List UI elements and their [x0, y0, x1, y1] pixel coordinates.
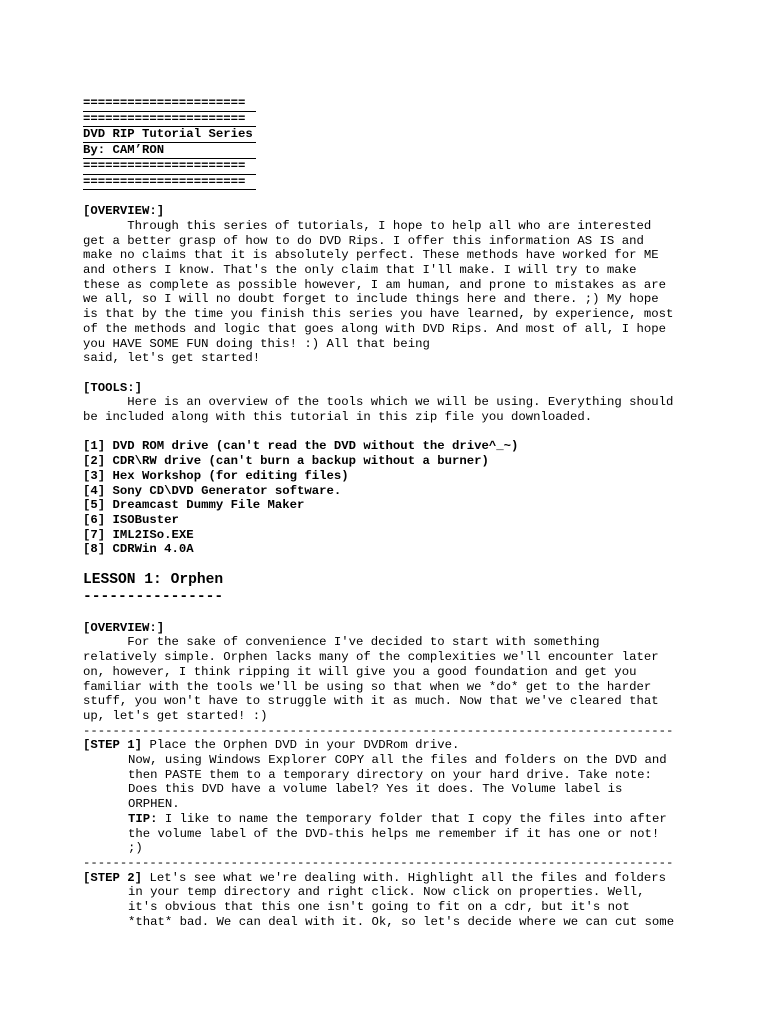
- step-2: [83, 871, 688, 886]
- tools-heading: [TOOLS:]: [83, 380, 143, 395]
- step-1-text: Now, using Windows Explorer COPY all the files and folders on the DVD and then PASTE them to a temporary directory on your hard drive. Take note: Does this DVD have a volume label? Yes it does. The Volume label is ORPHEN.: [128, 753, 667, 812]
- overview-text: Through this series of tutorials, I hope to help all who are interested get a better grasp of how to do DVD Rips. I offer this information AS IS and make no claims that it is absolutely perfect. These methods have worked for ME and others I know. That's the only claim that I'll make. I will try to make these as complete as possible however, I am human, and prone to mistakes as are we all, so I will no doubt forget to include things here and there. ;) My hope is that by the time you finish this series you have learned, by experience, most of the methods and logic that goes along with DVD Rips. And most of all, I hope you HAVE SOME FUN doing this! :) All that being said, let's get started!: [83, 218, 674, 366]
- overview-heading: [OVERVIEW:]: [83, 204, 165, 219]
- document-title: DVD RIP Tutorial Series: [83, 127, 256, 143]
- step-1-tip: [128, 812, 688, 856]
- step-2-text: in your temp directory and right click. Now click on properties. Well, it's obvious that this one isn't going to fit on a cdr, but it's not *that* bad. We can deal with it. Ok, so let's decide where we can cut some: [128, 885, 675, 929]
- section-divider: --------------------------------------------------------------------------------: [83, 856, 674, 870]
- list-item: [7] IML2ISo.EXE: [83, 527, 194, 542]
- tip-label: TIP:: [128, 811, 158, 826]
- tip-text: I like to name the temporary folder that I copy the files into after the volume label of the DVD-this helps me remember if it has one or not! ;): [128, 811, 667, 856]
- header-rule: ======================: [83, 96, 256, 112]
- lesson-overview-text: For the sake of convenience I've decided to start with something relatively simple. Orphen lacks many of the complexities we'll encounter later on, however, I think ripping it will give you a good foundation and get you familiar with the tools we'll be using so that when we *do* get to the harder stuff, you won't have to struggle with it as much. Now that we've cleared that up, let's get started! :): [83, 635, 659, 723]
- document-page: [83, 96, 688, 930]
- header-rule: ======================: [83, 112, 256, 128]
- lesson-underline: ----------------: [83, 589, 224, 606]
- list-item: [5] Dreamcast Dummy File Maker: [83, 498, 305, 513]
- lesson-overview-heading: [OVERVIEW:]: [83, 620, 165, 635]
- list-item: [6] ISOBuster: [83, 512, 179, 527]
- step-1: [83, 738, 688, 753]
- step-1-first-line: Place the Orphen DVD in your DVDRom drive.: [142, 738, 460, 753]
- list-item: [4] Sony CD\DVD Generator software.: [83, 483, 342, 498]
- section-divider: --------------------------------------------------------------------------------: [83, 723, 674, 738]
- step-2-first-line: Let's see what we're dealing with. Highlight all the files and folders: [142, 870, 666, 885]
- list-item: [2] CDR\RW drive (can't burn a backup without a burner): [83, 454, 489, 469]
- list-item: [3] Hex Workshop (for editing files): [83, 468, 349, 483]
- list-item: [8] CDRWin 4.0A: [83, 542, 194, 557]
- step-2-label: [STEP 2]: [83, 870, 143, 885]
- header-rule: ======================: [83, 175, 256, 191]
- lesson-title: LESSON 1: Orphen: [83, 572, 224, 589]
- list-item: [1] DVD ROM drive (can't read the DVD without the drive^_~): [83, 439, 519, 454]
- step-1-label: [STEP 1]: [83, 738, 143, 753]
- tools-intro: Here is an overview of the tools which we will be using. Everything should be included along with this tutorial in this zip file you downloaded.: [83, 395, 674, 425]
- header-rule: ======================: [83, 159, 256, 175]
- tools-list: [83, 439, 688, 557]
- document-author: By: CAM’RON: [83, 143, 256, 159]
- title-block: [83, 96, 688, 190]
